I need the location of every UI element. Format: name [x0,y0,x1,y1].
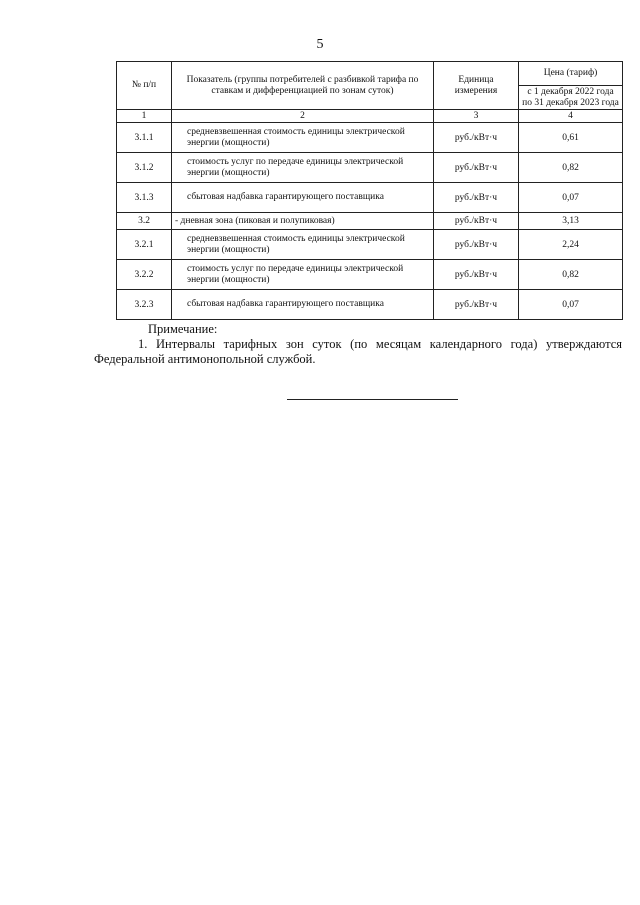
column-number-row [117,110,623,123]
header-price-period: с 1 декабря 2022 года по 31 декабря 2023 года [519,86,623,110]
note-line-1: 1. Интервалы тарифных зон суток (по месяцам календарного года) утверждаются [138,337,622,351]
note-line-2: Федеральной антимонопольной службой. [94,352,316,366]
row-price: 0,07 [519,290,623,320]
row-indicator [172,153,434,183]
row-number: 3.1.2 [117,153,172,183]
row-indicator [172,123,434,153]
row-price: 0,82 [519,260,623,290]
row-indicator-text: средневзвешенная стоимость единицы электрической энергии (мощности) [187,233,405,255]
row-indicator-text: стоимость услуг по передаче единицы электрической энергии (мощности) [187,263,404,285]
row-unit: руб./кВт·ч [434,260,519,290]
row-unit: руб./кВт·ч [434,213,519,230]
row-number: 3.2.1 [117,230,172,260]
row-indicator-text: стоимость услуг по передаче единицы электрической энергии (мощности) [187,156,404,178]
table-row [117,260,623,290]
table-row [117,153,623,183]
row-unit: руб./кВт·ч [434,230,519,260]
table-row [117,183,623,213]
row-unit: руб./кВт·ч [434,290,519,320]
row-unit: руб./кВт·ч [434,153,519,183]
row-unit: руб./кВт·ч [434,123,519,153]
separator-line [287,399,458,400]
row-indicator [172,290,434,320]
column-number: 1 [117,110,172,123]
header-number: № п/п [117,62,172,110]
row-indicator [172,260,434,290]
row-number: 3.2 [117,213,172,230]
note-text [94,337,622,367]
table-row [117,230,623,260]
row-indicator [172,230,434,260]
row-price: 3,13 [519,213,623,230]
column-number: 3 [434,110,519,123]
row-number: 3.2.2 [117,260,172,290]
row-price: 0,82 [519,153,623,183]
row-indicator-text: средневзвешенная стоимость единицы электрической энергии (мощности) [187,126,405,148]
page-number: 5 [316,37,324,52]
row-unit: руб./кВт·ч [434,183,519,213]
table-row [117,213,623,230]
row-number: 3.2.3 [117,290,172,320]
row-indicator-text: сбытовая надбавка гарантирующего поставщика [187,192,384,202]
header-unit: Единица измерения [434,62,519,110]
table-row [117,290,623,320]
row-number: 3.1.3 [117,183,172,213]
header-indicator: Показатель (группы потребителей с разбивкой тарифа по ставкам и дифференциацией по зонам суток) [172,62,434,110]
column-number: 4 [519,110,623,123]
row-price: 0,07 [519,183,623,213]
table-row [117,123,623,153]
table-header-row [117,62,623,86]
row-indicator [172,183,434,213]
row-indicator: - дневная зона (пиковая и полупиковая) [172,213,434,230]
row-indicator-text: сбытовая надбавка гарантирующего поставщика [187,299,384,309]
row-price: 2,24 [519,230,623,260]
note-title: Примечание: [148,322,218,336]
row-number: 3.1.1 [117,123,172,153]
column-number: 2 [172,110,434,123]
header-price: Цена (тариф) [519,62,623,86]
tariff-table [116,61,623,320]
row-price: 0,61 [519,123,623,153]
